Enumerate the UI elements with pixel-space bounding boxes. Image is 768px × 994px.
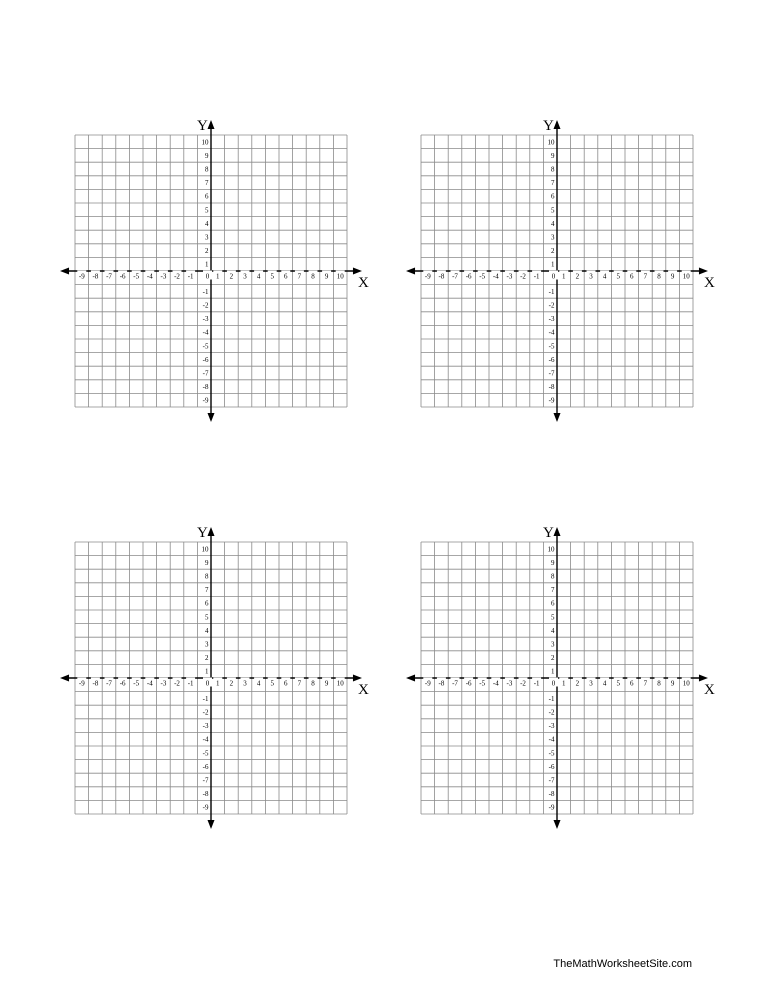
x-tick-label: 1 [215, 679, 220, 688]
x-tick-label: -4 [146, 679, 153, 688]
x-tick-label: -9 [78, 679, 85, 688]
x-tick-label: -4 [492, 272, 499, 281]
x-tick-label: 1 [215, 272, 220, 281]
y-tick-label: 4 [204, 626, 208, 635]
x-tick-label: 9 [670, 679, 674, 688]
x-tick-label: -9 [424, 679, 431, 688]
y-tick-label: -6 [202, 355, 208, 364]
x-tick-label: 9 [670, 272, 674, 281]
x-tick-label: 0 [551, 679, 555, 688]
x-tick-label: -6 [465, 272, 472, 281]
y-tick-label: 5 [204, 613, 208, 622]
x-tick-label: -5 [132, 272, 139, 281]
x-tick-label: 8 [310, 272, 315, 281]
x-tick-label: -4 [492, 679, 499, 688]
coordinate-grid-bottom-left [51, 518, 381, 848]
x-tick-label: -6 [119, 272, 126, 281]
x-tick-label: -1 [187, 272, 194, 281]
site-credit: TheMathWorksheetSite.com [553, 958, 692, 970]
x-axis-right-arrow-icon [698, 268, 707, 275]
x-tick-label: 4 [602, 679, 606, 688]
y-tick-label: -5 [548, 749, 554, 758]
y-tick-label: -4 [202, 735, 208, 744]
y-tick-label: 8 [204, 165, 208, 174]
x-tick-label: -8 [437, 679, 444, 688]
x-tick-label: 4 [256, 679, 260, 688]
y-tick-label: 2 [204, 247, 208, 256]
y-tick-label: -4 [548, 328, 554, 337]
x-tick-label: -1 [533, 272, 540, 281]
coordinate-grid-top-right [397, 111, 727, 441]
coordinate-grid-bottom-right [397, 518, 727, 848]
x-tick-label: 10 [682, 272, 690, 281]
y-tick-label: -2 [548, 301, 554, 310]
y-tick-label: 7 [550, 586, 554, 595]
y-tick-label: 5 [204, 206, 208, 215]
x-tick-label: -7 [451, 679, 458, 688]
x-tick-label: 3 [588, 679, 593, 688]
y-tick-label: -9 [202, 396, 208, 405]
y-tick-label: -2 [202, 301, 208, 310]
x-axis-left-arrow-icon [406, 268, 415, 275]
x-tick-label: -1 [533, 679, 540, 688]
x-tick-label: -1 [187, 679, 194, 688]
y-tick-label: 8 [550, 572, 554, 581]
x-tick-label: -6 [119, 679, 126, 688]
x-tick-label: 8 [656, 679, 661, 688]
x-axis-left-arrow-icon [406, 675, 415, 682]
y-tick-label: -1 [202, 694, 208, 703]
x-tick-label: 8 [310, 679, 315, 688]
y-axis-bottom-arrow-icon [553, 820, 560, 829]
y-tick-label: 9 [204, 151, 208, 160]
y-tick-label: 2 [204, 654, 208, 663]
y-tick-label: 1 [550, 667, 554, 676]
y-tick-label: 8 [550, 165, 554, 174]
y-tick-label: 1 [204, 260, 208, 269]
x-axis-label: X [357, 682, 369, 698]
y-tick-label: -3 [548, 722, 554, 731]
y-tick-label: 3 [204, 640, 208, 649]
x-tick-label: -7 [451, 272, 458, 281]
x-tick-label: 2 [229, 679, 233, 688]
y-tick-label: -4 [202, 328, 208, 337]
x-tick-label: 8 [656, 272, 661, 281]
x-tick-label: -5 [478, 679, 485, 688]
x-tick-label: -3 [505, 272, 512, 281]
x-tick-label: -2 [173, 679, 180, 688]
y-tick-label: 5 [550, 613, 554, 622]
y-tick-label: 10 [547, 545, 554, 554]
x-tick-label: 7 [297, 272, 301, 281]
y-tick-label: 4 [550, 219, 554, 228]
x-tick-label: -8 [437, 272, 444, 281]
x-tick-label: 1 [561, 272, 566, 281]
x-tick-label: 6 [629, 679, 634, 688]
x-tick-label: -5 [132, 679, 139, 688]
x-tick-label: -6 [465, 679, 472, 688]
y-tick-label: 6 [550, 192, 554, 201]
y-axis-label: Y [196, 118, 208, 135]
x-tick-label: 0 [551, 272, 555, 281]
x-tick-label: 4 [602, 272, 606, 281]
x-tick-label: 4 [256, 272, 260, 281]
y-tick-label: 6 [204, 192, 208, 201]
y-tick-label: -9 [202, 803, 208, 812]
x-tick-label: -2 [173, 272, 180, 281]
x-tick-label: 10 [336, 272, 344, 281]
y-tick-label: -7 [202, 776, 208, 785]
y-tick-label: -5 [548, 342, 554, 351]
y-tick-label: -2 [202, 708, 208, 717]
y-axis-label: Y [196, 525, 208, 542]
y-tick-label: 5 [550, 206, 554, 215]
y-tick-label: 7 [550, 179, 554, 188]
y-axis-top-arrow-icon [207, 527, 214, 536]
x-tick-label: 6 [629, 272, 634, 281]
x-tick-label: -8 [91, 679, 98, 688]
y-tick-label: -3 [548, 315, 554, 324]
x-tick-label: -2 [519, 272, 526, 281]
x-axis-label: X [703, 275, 715, 291]
x-tick-label: 9 [324, 272, 328, 281]
x-tick-label: -2 [519, 679, 526, 688]
y-tick-label: 8 [204, 572, 208, 581]
y-axis-top-arrow-icon [553, 120, 560, 129]
x-tick-label: 5 [269, 272, 274, 281]
y-tick-label: -3 [202, 722, 208, 731]
y-tick-label: -5 [202, 749, 208, 758]
x-axis-label: X [703, 682, 715, 698]
y-tick-label: -8 [548, 383, 554, 392]
x-tick-label: 3 [242, 272, 247, 281]
y-tick-label: 2 [550, 654, 554, 663]
y-tick-label: -6 [548, 762, 554, 771]
y-tick-label: -1 [548, 694, 554, 703]
x-tick-label: -8 [91, 272, 98, 281]
y-tick-label: 10 [201, 138, 208, 147]
y-tick-label: 3 [204, 233, 208, 242]
y-tick-label: 4 [204, 219, 208, 228]
y-tick-label: -5 [202, 342, 208, 351]
y-axis-bottom-arrow-icon [207, 820, 214, 829]
x-tick-label: 3 [588, 272, 593, 281]
x-tick-label: 5 [615, 272, 620, 281]
x-tick-label: 6 [283, 679, 288, 688]
coordinate-grid-top-left [51, 111, 381, 441]
x-tick-label: 2 [575, 272, 579, 281]
x-tick-label: 2 [229, 272, 233, 281]
x-tick-label: 5 [269, 679, 274, 688]
y-axis-top-arrow-icon [553, 527, 560, 536]
x-tick-label: 1 [561, 679, 566, 688]
y-tick-label: 9 [550, 151, 554, 160]
x-tick-label: -3 [159, 272, 166, 281]
y-tick-label: -8 [548, 790, 554, 799]
y-tick-label: 9 [204, 558, 208, 567]
y-tick-label: -9 [548, 803, 554, 812]
x-tick-label: 7 [643, 679, 647, 688]
x-tick-label: 0 [205, 679, 209, 688]
y-tick-label: -6 [202, 762, 208, 771]
x-tick-label: 5 [615, 679, 620, 688]
x-axis-right-arrow-icon [352, 675, 361, 682]
y-tick-label: -7 [202, 369, 208, 378]
x-axis-right-arrow-icon [698, 675, 707, 682]
y-tick-label: -1 [548, 287, 554, 296]
x-tick-label: 10 [336, 679, 344, 688]
y-tick-label: 7 [204, 179, 208, 188]
y-tick-label: 10 [547, 138, 554, 147]
x-axis-right-arrow-icon [352, 268, 361, 275]
y-tick-label: 9 [550, 558, 554, 567]
x-tick-label: 3 [242, 679, 247, 688]
x-axis-left-arrow-icon [60, 268, 69, 275]
x-tick-label: -3 [159, 679, 166, 688]
x-tick-label: -7 [105, 679, 112, 688]
y-axis-bottom-arrow-icon [207, 413, 214, 422]
y-tick-label: 3 [550, 233, 554, 242]
y-tick-label: -8 [202, 790, 208, 799]
y-axis-bottom-arrow-icon [553, 413, 560, 422]
y-tick-label: 4 [550, 626, 554, 635]
y-tick-label: 3 [550, 640, 554, 649]
x-tick-label: 7 [297, 679, 301, 688]
x-tick-label: -3 [505, 679, 512, 688]
y-axis-label: Y [542, 118, 554, 135]
y-tick-label: -7 [548, 776, 554, 785]
x-tick-label: 9 [324, 679, 328, 688]
x-tick-label: 2 [575, 679, 579, 688]
x-axis-left-arrow-icon [60, 675, 69, 682]
x-tick-label: -4 [146, 272, 153, 281]
y-tick-label: 1 [550, 260, 554, 269]
x-tick-label: -7 [105, 272, 112, 281]
y-tick-label: -1 [202, 287, 208, 296]
y-tick-label: -3 [202, 315, 208, 324]
y-tick-label: -9 [548, 396, 554, 405]
y-tick-label: 6 [550, 599, 554, 608]
y-tick-label: 2 [550, 247, 554, 256]
y-tick-label: 10 [201, 545, 208, 554]
y-tick-label: -4 [548, 735, 554, 744]
x-tick-label: -9 [424, 272, 431, 281]
x-axis-label: X [357, 275, 369, 291]
y-tick-label: 7 [204, 586, 208, 595]
y-tick-label: -2 [548, 708, 554, 717]
y-tick-label: 1 [204, 667, 208, 676]
y-tick-label: -6 [548, 355, 554, 364]
x-tick-label: 7 [643, 272, 647, 281]
y-tick-label: -8 [202, 383, 208, 392]
x-tick-label: -9 [78, 272, 85, 281]
x-tick-label: 10 [682, 679, 690, 688]
x-tick-label: 6 [283, 272, 288, 281]
x-tick-label: 0 [205, 272, 209, 281]
y-axis-top-arrow-icon [207, 120, 214, 129]
y-tick-label: 6 [204, 599, 208, 608]
y-tick-label: -7 [548, 369, 554, 378]
y-axis-label: Y [542, 525, 554, 542]
x-tick-label: -5 [478, 272, 485, 281]
